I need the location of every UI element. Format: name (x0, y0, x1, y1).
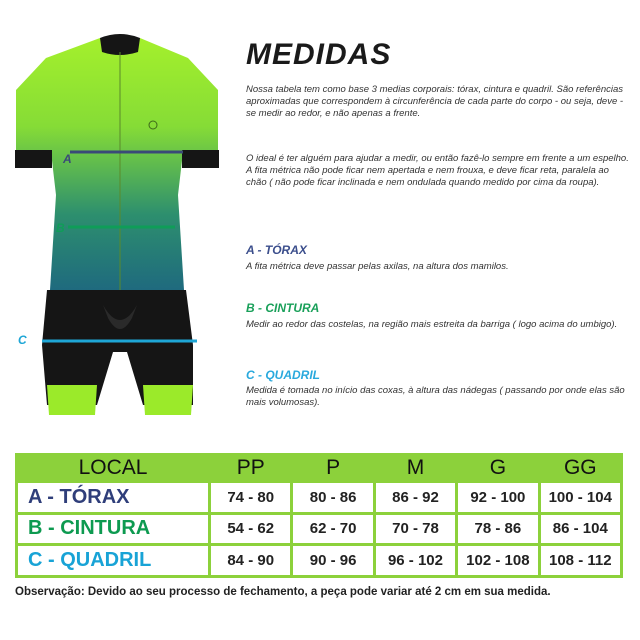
advice-paragraph: O ideal é ter alguém para ajudar a medir, ou então fazê-lo sempre em frente a um espelho. A fita métrica não pode ficar nem apertada e nem frouxa, e deve ficar reta, paralela ao chão ( não pode ficar inclinada e nem ondulada quando medido por cima da roupa). (246, 153, 629, 188)
header-pp: PP (211, 456, 290, 480)
header-local: LOCAL (18, 456, 208, 480)
table-cell: 86 - 92 (376, 483, 455, 512)
table-cell: 86 - 104 (541, 515, 620, 544)
row-label-quadril: C - QUADRIL (18, 546, 208, 575)
measure-label-b: B (56, 221, 65, 235)
table-cell: 80 - 86 (293, 483, 372, 512)
section-torax-text: A fita métrica deve passar pelas axilas, na altura dos mamilos. (246, 261, 509, 272)
table-cell: 108 - 112 (541, 546, 620, 575)
table-row-cintura (18, 515, 620, 544)
table-cell: 84 - 90 (211, 546, 290, 575)
table-cell: 74 - 80 (211, 483, 290, 512)
section-quadril-text: Medida é tomada no início das coxas, à altura das nádegas ( passando por onde elas são mais volumosas). (246, 385, 625, 408)
table-header-row (18, 456, 620, 480)
cycling-outfit-illustration (0, 0, 240, 430)
table-cell: 70 - 78 (376, 515, 455, 544)
row-label-cintura: B - CINTURA (18, 515, 208, 544)
table-cell: 54 - 62 (211, 515, 290, 544)
header-m: M (376, 456, 455, 480)
measure-label-c: C (18, 333, 27, 347)
table-cell: 62 - 70 (293, 515, 372, 544)
shorts (42, 290, 193, 415)
table-cell: 102 - 108 (458, 546, 537, 575)
section-quadril-title: C - QUADRIL (246, 368, 320, 382)
footnote: Observação: Devido ao seu processo de fechamento, a peça pode variar até 2 cm em sua medida. (15, 586, 551, 598)
jersey (15, 34, 219, 290)
header-g: G (458, 456, 537, 480)
table-cell: 92 - 100 (458, 483, 537, 512)
header-gg: GG (541, 456, 620, 480)
section-torax-title: A - TÓRAX (246, 243, 307, 257)
table-cell: 96 - 102 (376, 546, 455, 575)
table-row-torax (18, 483, 620, 512)
table-cell: 100 - 104 (541, 483, 620, 512)
table-cell: 90 - 96 (293, 546, 372, 575)
intro-paragraph: Nossa tabela tem como base 3 medias corporais: tórax, cintura e quadril. São referências aproximadas que correspondem à circunferência de cada parte do corpo - ou seja, deve - se medir ao redor, e não apenas a frente. (246, 84, 624, 119)
page-title: MEDIDAS (246, 38, 392, 71)
row-label-torax: A - TÓRAX (18, 483, 208, 512)
size-table (15, 453, 623, 578)
section-cintura-title: B - CINTURA (246, 301, 320, 315)
section-cintura-text: Medir ao redor das costelas, na região mais estreita da barriga ( logo acima do umbigo). (246, 319, 618, 330)
table-cell: 78 - 86 (458, 515, 537, 544)
header-p: P (293, 456, 372, 480)
table-row-quadril (18, 546, 620, 575)
measure-label-a: A (63, 152, 72, 166)
